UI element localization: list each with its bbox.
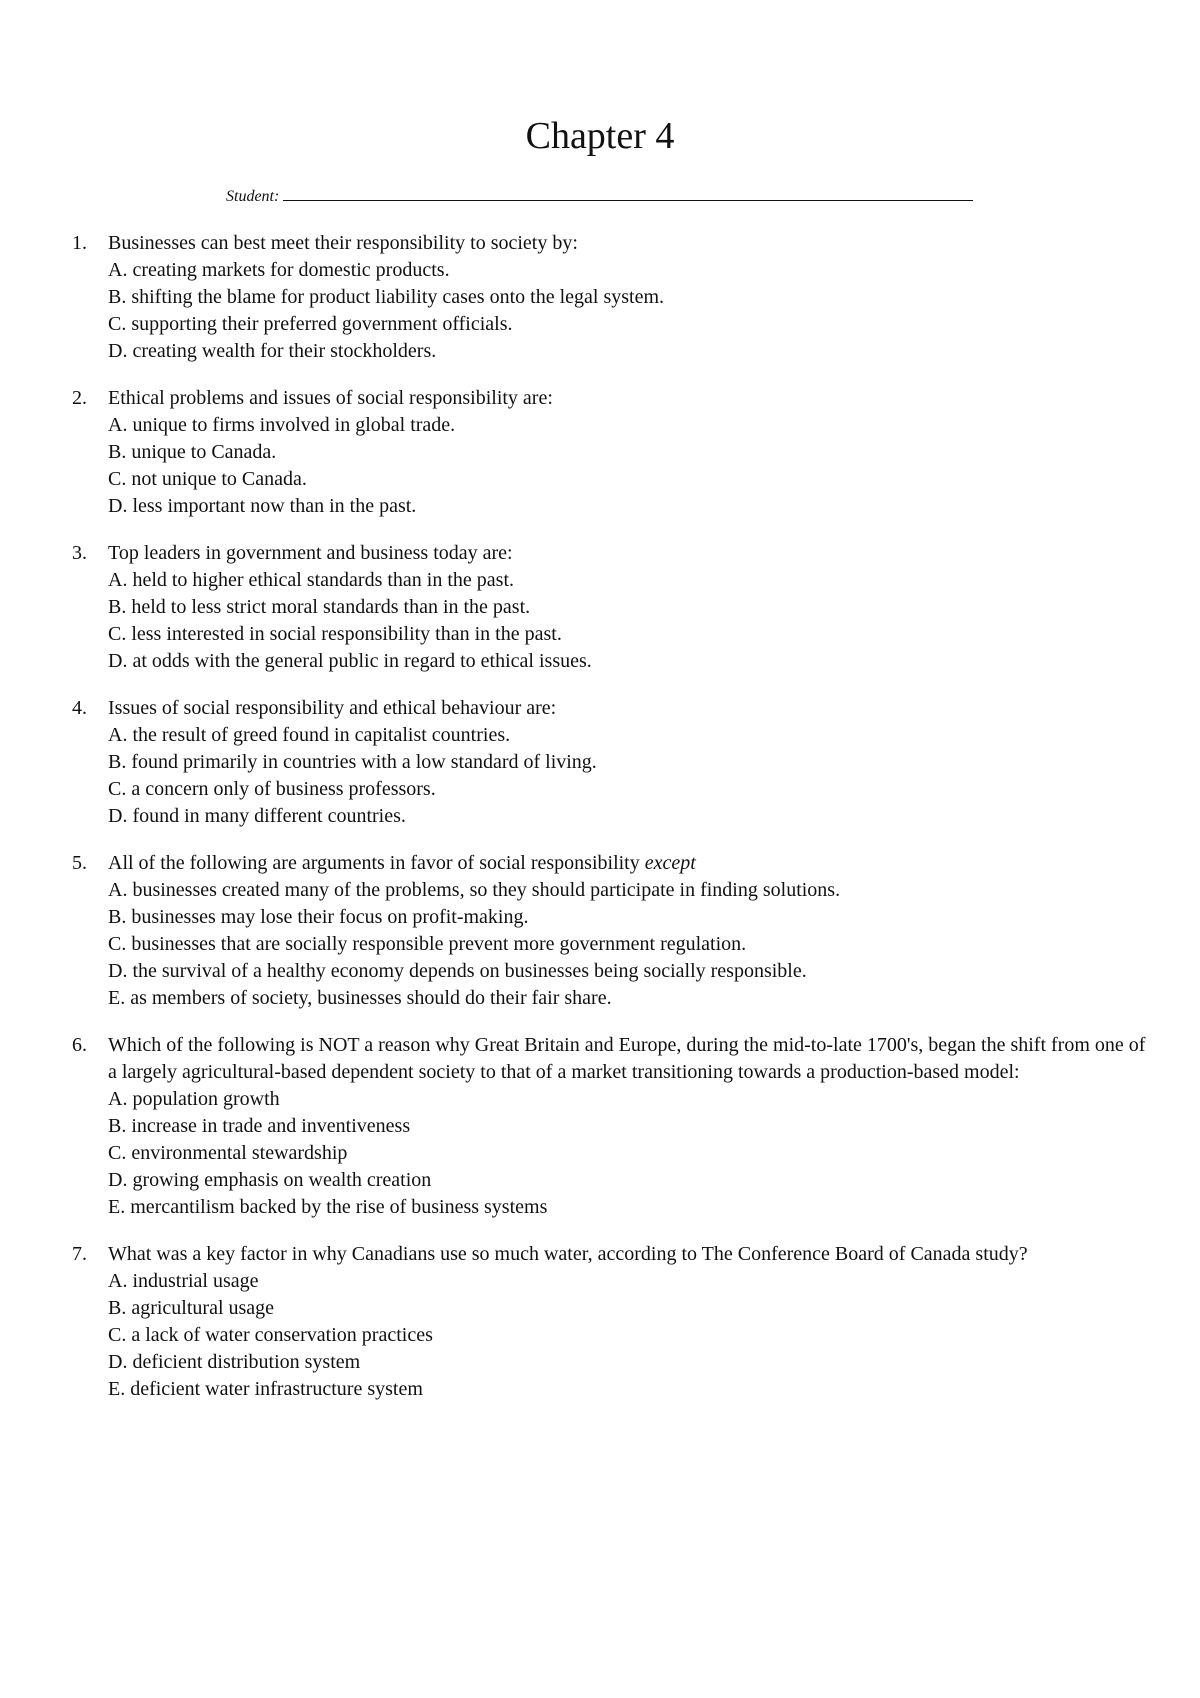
answer-option: D. less important now than in the past. [108,495,417,517]
answer-option: A. unique to firms involved in global trade. [108,414,456,436]
question-stem-text: Issues of social responsibility and ethical behaviour are: [108,697,557,719]
answer-options [108,412,1151,520]
answer-option: A. creating markets for domestic products. [108,259,450,281]
question-item [61,695,1151,830]
question-number: 4. [72,697,87,719]
question-stem-text: What was a key factor in why Canadians use so much water, according to The Conference Board of Canada study? [108,1243,1028,1265]
question-stem-text: All of the following are arguments in favor of social responsibility [108,852,640,874]
question-item [61,230,1151,365]
answer-option: B. unique to Canada. [108,441,277,463]
question-stem-emphasis: except [644,852,696,874]
answer-option: A. population growth [108,1088,280,1110]
question-item [61,1032,1151,1221]
student-name-line [226,186,973,206]
answer-option: B. shifting the blame for product liability cases onto the legal system. [108,286,664,308]
answer-option: B. held to less strict moral standards than in the past. [108,596,531,618]
answer-option: B. agricultural usage [108,1297,275,1319]
answer-option: E. deficient water infrastructure system [108,1378,423,1400]
answer-options [108,257,1151,365]
answer-option: C. less interested in social responsibility than in the past. [108,623,562,645]
question-stem [108,695,1151,722]
answer-option: D. at odds with the general public in regard to ethical issues. [108,650,592,672]
answer-option: B. businesses may lose their focus on profit-making. [108,906,529,928]
student-label: Student: [226,188,280,205]
question-item [61,540,1151,675]
question-number: 2. [72,387,87,409]
question-item [61,1241,1151,1403]
answer-option: D. deficient distribution system [108,1351,361,1373]
answer-option: D. growing emphasis on wealth creation [108,1169,432,1191]
question-item [61,385,1151,520]
question-stem-text: Ethical problems and issues of social responsibility are: [108,387,553,409]
answer-options [108,877,1151,1012]
answer-option: E. mercantilism backed by the rise of business systems [108,1196,548,1218]
answer-option: C. businesses that are socially responsible prevent more government regulation. [108,933,747,955]
student-name-blank [283,186,973,201]
question-list [61,230,1151,1423]
answer-option: A. industrial usage [108,1270,259,1292]
question-stem [108,1241,1151,1268]
answer-option: C. environmental stewardship [108,1142,348,1164]
question-number: 5. [72,852,87,874]
answer-option: D. creating wealth for their stockholders. [108,340,437,362]
answer-option: D. the survival of a healthy economy depends on businesses being socially responsible. [108,960,807,982]
question-stem-text: Businesses can best meet their responsibility to society by: [108,232,578,254]
answer-options [108,722,1151,830]
answer-option: B. found primarily in countries with a low standard of living. [108,751,597,773]
answer-option: A. the result of greed found in capitalist countries. [108,724,511,746]
question-stem [108,230,1151,257]
page-title: Chapter 4 [525,115,675,157]
answer-option: C. a concern only of business professors. [108,778,436,800]
answer-option: C. not unique to Canada. [108,468,307,490]
question-number: 1. [72,232,87,254]
answer-options [108,1086,1151,1221]
answer-option: E. as members of society, businesses should do their fair share. [108,987,612,1009]
question-number: 7. [72,1243,87,1265]
question-number: 3. [72,542,87,564]
answer-options [108,567,1151,675]
question-stem [108,850,1151,877]
question-item [61,850,1151,1012]
answer-option: C. a lack of water conservation practices [108,1324,433,1346]
answer-options [108,1268,1151,1403]
answer-option: B. increase in trade and inventiveness [108,1115,411,1137]
question-stem-text: Which of the following is NOT a reason why Great Britain and Europe, during the mid-to-late 1700's, began the shift from one of a largely agricultural-based dependent society to that of a market transitioning towards a production-based model: [108,1034,1146,1083]
question-stem [108,385,1151,412]
question-number: 6. [72,1034,87,1056]
question-stem [108,1032,1151,1086]
answer-option: A. held to higher ethical standards than in the past. [108,569,515,591]
answer-option: C. supporting their preferred government officials. [108,313,513,335]
answer-option: D. found in many different countries. [108,805,406,827]
question-stem-text: Top leaders in government and business today are: [108,542,513,564]
answer-option: A. businesses created many of the problems, so they should participate in finding solutions. [108,879,841,901]
question-stem [108,540,1151,567]
